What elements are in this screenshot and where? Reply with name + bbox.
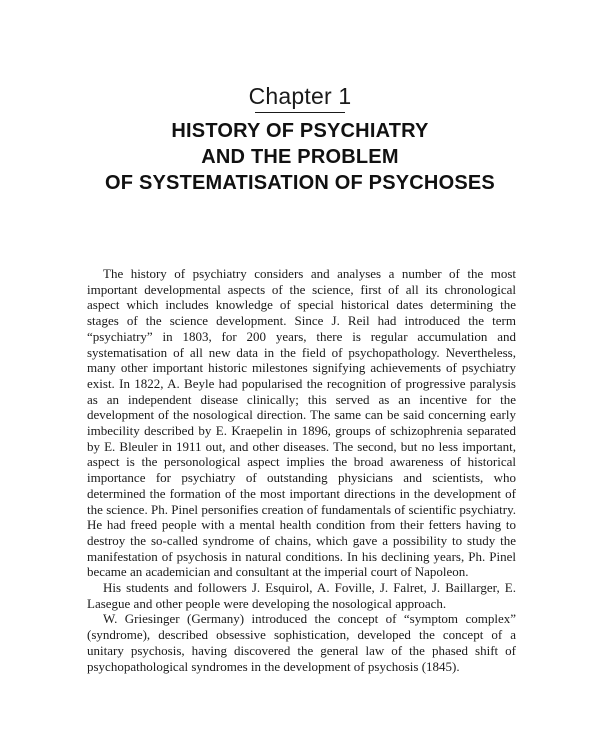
chapter-title bbox=[0, 118, 600, 196]
chapter-title-line: AND THE PROBLEM bbox=[201, 146, 399, 168]
paragraph: His students and followers J. Esquirol, A. Foville, J. Falret, J. Baillarger, E. Lasegue and other people were developing the nosological approach. bbox=[87, 580, 516, 611]
chapter-body bbox=[87, 266, 516, 674]
chapter-title-line: HISTORY OF PSYCHIATRY bbox=[171, 120, 429, 142]
paragraph: The history of psychiatry considers and analyses a number of the most important developmental aspects of the science, first of all its chronological aspect which includes knowledge of special historical dates determining the stages of the science development. Since J. Reil had introduced the term “psychiatry” in 1803, for 200 years, there is regular accumulation and systematisation of all new data in the field of psychopathology. Nevertheless, many other important historic milestones signifying achievements of psychiatry exist. In 1822, A. Beyle had popularised the recognition of progressive paralysis as an independent disease clinically; this served as an incentive for the development of the nosological direction. The same can be said concerning early imbecility described by E. Kraepelin in 1896, groups of schizophrenia separated by E. Bleuler in 1911 out, and other diseases. The second, but no less important, aspect is the personological aspect implies the broad awareness of historical importance for psychiatry of outstanding physicians and scientists, who determined the formation of the most important directions in the development of the science. Ph. Pinel personifies creation of fundamentals of scientific psychiatry. He had freed people with a mental health condition from their fetters having to destroy the so-called syndrome of chains, which gave a possibility to study the manifestation of psychosis in natural conditions. In his declining years, Ph. Pinel became an academician and consultant at the imperial court of Napoleon. bbox=[87, 266, 516, 580]
paragraph: W. Griesinger (Germany) introduced the concept of “symptom complex” (syndrome), described obsessive sophistication, developed the concept of a unitary psychosis, having discovered the general law of the phased shift of psychopathological syndromes in the development of psychosis (1845). bbox=[87, 611, 516, 674]
chapter-underline bbox=[255, 112, 345, 113]
chapter-title-line: OF SYSTEMATISATION OF PSYCHOSES bbox=[105, 172, 495, 194]
chapter-number: Chapter 1 bbox=[248, 83, 352, 109]
